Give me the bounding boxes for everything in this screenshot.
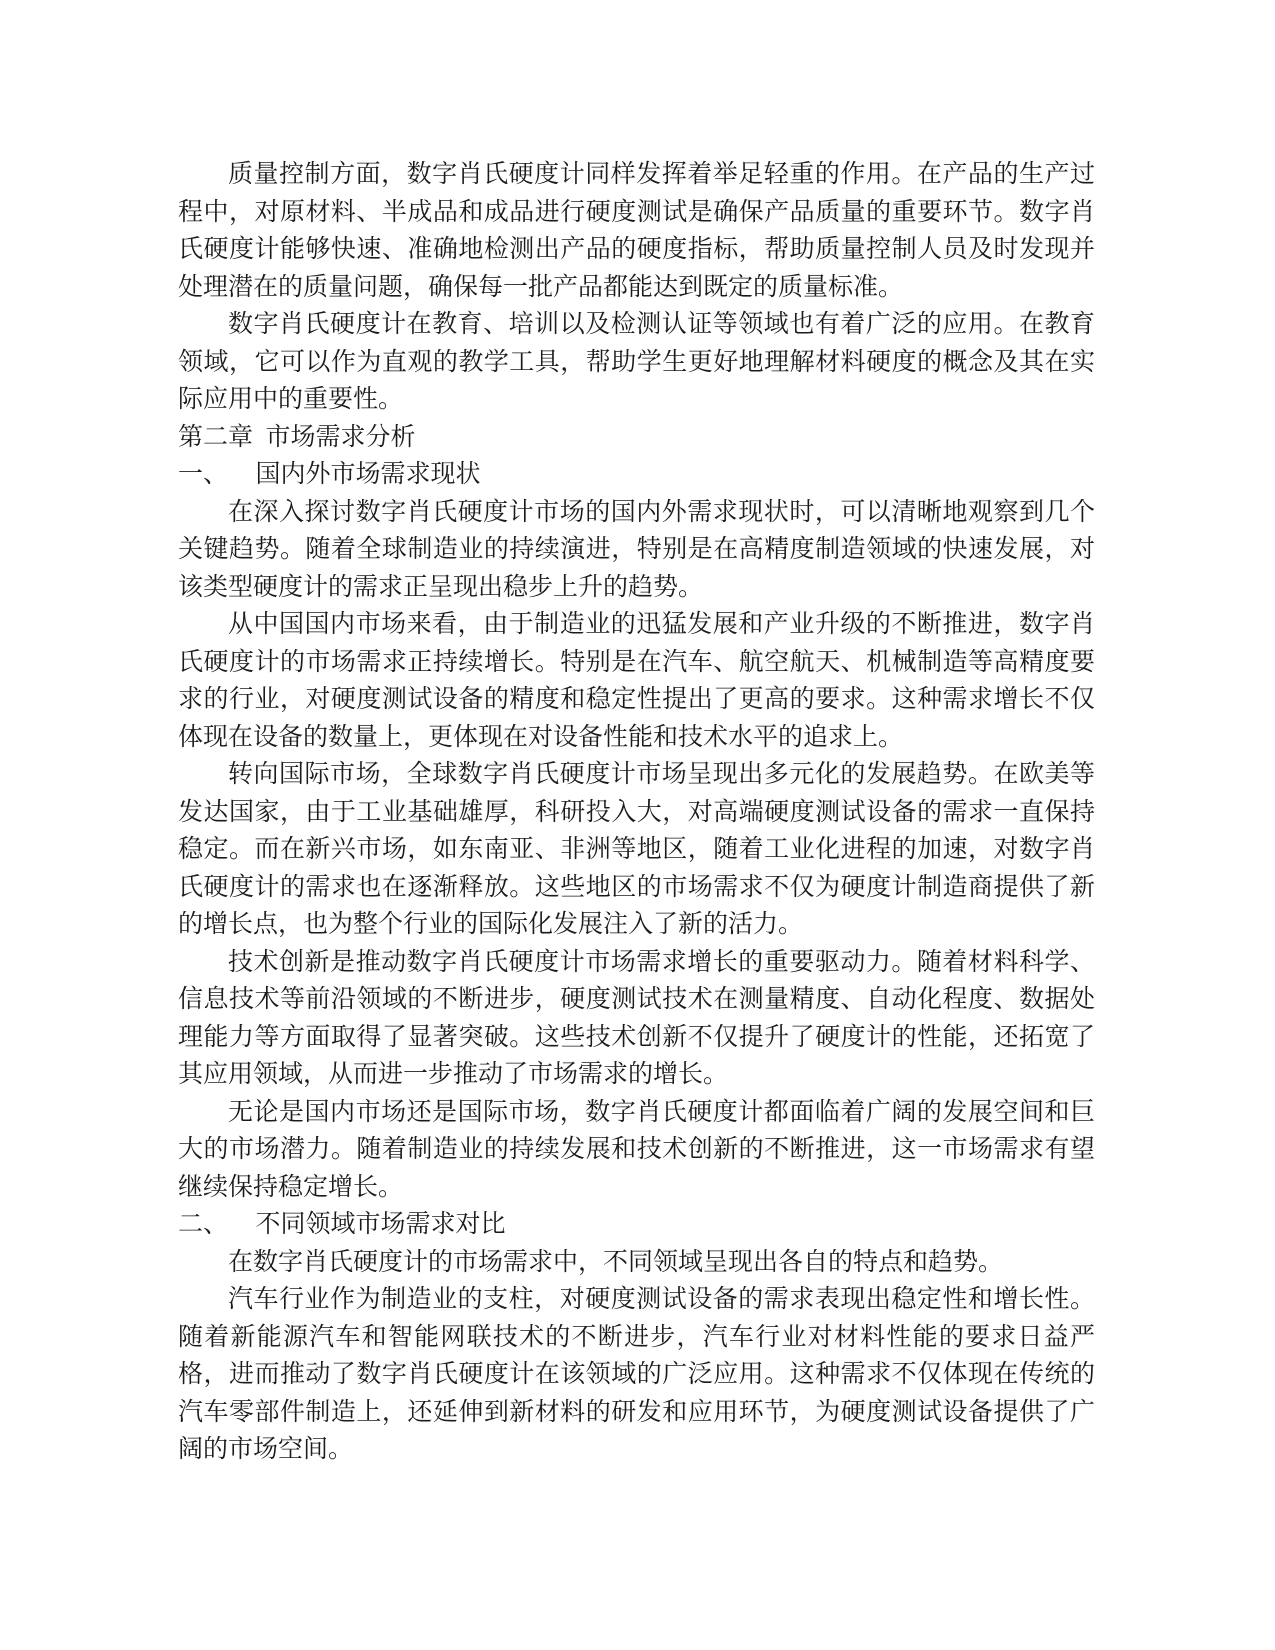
chapter-number: 第二章 <box>178 423 254 451</box>
paragraph-automotive-industry: 汽车行业作为制造业的支柱，对硬度测试设备的需求表现出稳定性和增长性。随着新能源汽车和智能网联技术的不断进步，汽车行业对材料性能的要求日益严格，进而推动了数字肖氏硬度计在该领域的广泛应用。这种需求不仅体现在传统的汽车零部件制造上，还延伸到新材料的研发和应用环节，为硬度测试设备提供了广阔的市场空间。 <box>178 1286 1095 1463</box>
paragraph-market-outlook: 无论是国内市场还是国际市场，数字肖氏硬度计都面临着广阔的发展空间和巨大的市场潜力。随着制造业的持续发展和技术创新的不断推进，这一市场需求有望继续保持稳定增长。 <box>178 1098 1095 1201</box>
paragraph-education: 数字肖氏硬度计在教育、培训以及检测认证等领域也有着广泛的应用。在教育领域，它可以作为直观的教学工具，帮助学生更好地理解材料硬度的概念及其在实际应用中的重要性。 <box>178 311 1095 413</box>
chapter-title: 市场需求分析 <box>265 423 416 451</box>
paragraph-domestic-market: 从中国国内市场来看，由于制造业的迅猛发展和产业升级的不断推进，数字肖氏硬度计的市场需求正持续增长。特别是在汽车、航空航天、机械制造等高精度要求的行业，对硬度测试设备的精度和稳定性提出了更高的要求。这种需求增长不仅体现在设备的数量上，更体现在对设备性能和技术水平的追求上。 <box>178 611 1095 751</box>
section-2-title: 不同领域市场需求对比 <box>255 1211 506 1238</box>
heading-section-1 <box>178 456 1095 494</box>
heading-section-2 <box>178 1206 1095 1244</box>
paragraph-tech-innovation: 技术创新是推动数字肖氏硬度计市场需求增长的重要驱动力。随着材料科学、信息技术等前沿领域的不断进步，硬度测试技术在测量精度、自动化程度、数据处理能力等方面取得了显著突破。这些技术创新不仅提升了硬度计的性能，还拓宽了其应用领域，从而进一步推动了市场需求的增长。 <box>178 948 1095 1088</box>
heading-chapter-2 <box>178 419 1095 457</box>
section-1-number: 一、 <box>178 461 229 488</box>
paragraph-quality-control: 质量控制方面，数字肖氏硬度计同样发挥着举足轻重的作用。在产品的生产过程中，对原材料、半成品和成品进行硬度测试是确保产品质量的重要环节。数字肖氏硬度计能够快速、准确地检测出产品的硬度指标，帮助质量控制人员及时发现并处理潜在的质量问题，确保每一批产品都能达到既定的质量标准。 <box>178 161 1095 301</box>
paragraph-market-overview: 在深入探讨数字肖氏硬度计市场的国内外需求现状时，可以清晰地观察到几个关键趋势。随着全球制造业的持续演进，特别是在高精度制造领域的快速发展，对该类型硬度计的需求正呈现出稳步上升的趋势。 <box>178 498 1095 601</box>
paragraph-field-comparison-intro: 在数字肖氏硬度计的市场需求中，不同领域呈现出各自的特点和趋势。 <box>228 1248 1004 1276</box>
section-2-number: 二、 <box>178 1211 229 1238</box>
section-1-title: 国内外市场需求现状 <box>255 461 481 488</box>
paragraph-international-market: 转向国际市场，全球数字肖氏硬度计市场呈现出多元化的发展趋势。在欧美等发达国家，由于工业基础雄厚，科研投入大，对高端硬度测试设备的需求一直保持稳定。而在新兴市场，如东南亚、非洲等地区，随着工业化进程的加速，对数字肖氏硬度计的需求也在逐渐释放。这些地区的市场需求不仅为硬度计制造商提供了新的增长点，也为整个行业的国际化发展注入了新的活力。 <box>178 761 1095 938</box>
